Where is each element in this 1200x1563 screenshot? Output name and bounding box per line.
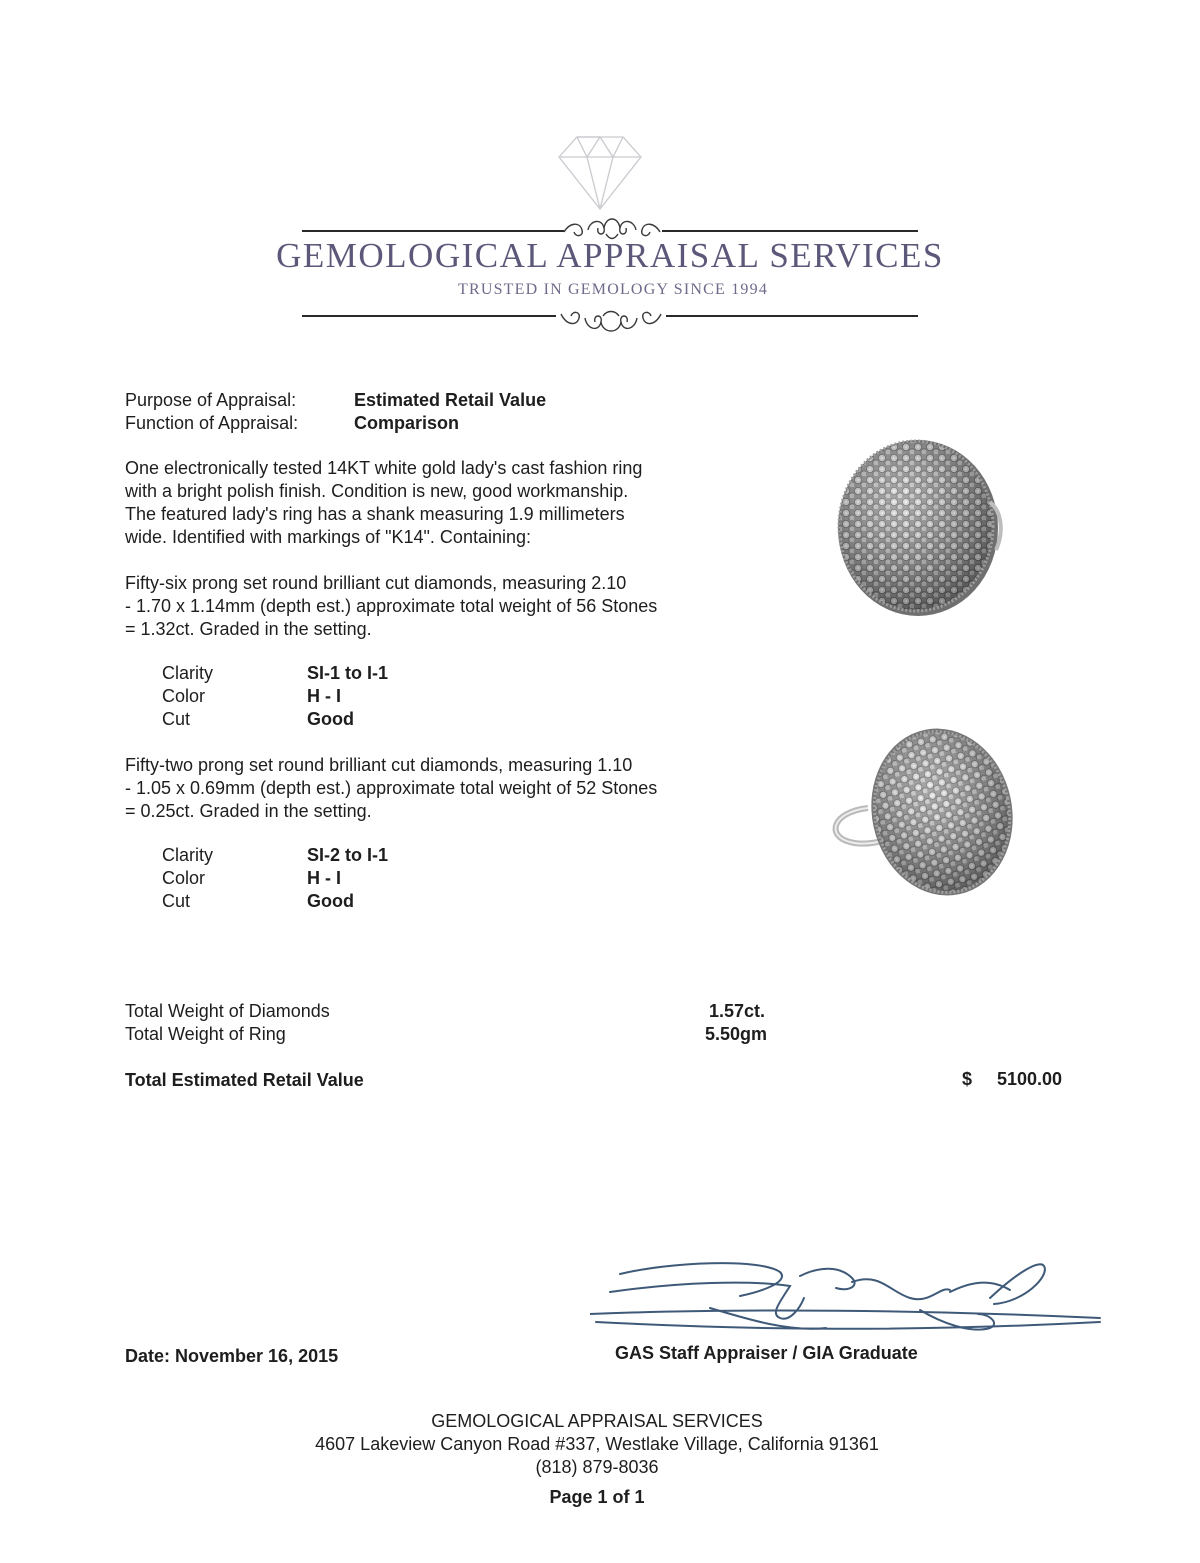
stone-description-line: = 1.32ct. Graded in the setting.	[125, 619, 372, 639]
purpose-value: Estimated Retail Value	[354, 390, 547, 410]
function-label: Function of Appraisal:	[125, 413, 299, 433]
letterhead-rule-top-right	[662, 230, 918, 232]
purpose-label: Purpose of Appraisal:	[125, 390, 297, 410]
page-number: Page 1 of 1	[549, 1487, 645, 1507]
diamond-logo-icon	[555, 133, 645, 211]
stone-description-line: Fifty-six prong set round brilliant cut diamonds, measuring 2.10	[125, 573, 627, 593]
grade-value-cut: Good	[307, 709, 354, 729]
total-diamond-weight-value: 1.57ct.	[709, 1001, 766, 1021]
appraisal-date: Date: November 16, 2015	[125, 1346, 339, 1366]
function-value: Comparison	[354, 413, 460, 433]
grade-label-clarity: Clarity	[162, 845, 214, 865]
company-tagline: TRUSTED IN GEMOLOGY SINCE 1994	[457, 281, 769, 298]
description-line: One electronically tested 14KT white gold lady's cast fashion ring	[125, 458, 643, 478]
grade-value-clarity: SI-2 to I-1	[307, 845, 389, 865]
total-diamond-weight-label: Total Weight of Diamonds	[125, 1001, 330, 1021]
stone-description-line: = 0.25ct. Graded in the setting.	[125, 801, 372, 821]
footer-address: 4607 Lakeview Canyon Road #337, Westlake Village, California 91361	[315, 1434, 879, 1454]
grade-label-cut: Cut	[162, 709, 191, 729]
description-line: wide. Identified with markings of "K14". Containing:	[125, 527, 531, 547]
company-name: GEMOLOGICAL APPRAISAL SERVICES	[276, 236, 944, 275]
stone-description-line: Fifty-two prong set round brilliant cut diamonds, measuring 1.10	[125, 755, 633, 775]
letterhead-rule-top-left	[302, 230, 564, 232]
footer-company: GEMOLOGICAL APPRAISAL SERVICES	[431, 1411, 763, 1431]
retail-value-label: Total Estimated Retail Value	[125, 1070, 364, 1090]
currency-symbol: $	[962, 1069, 973, 1089]
description-line: The featured lady's ring has a shank measuring 1.9 millimeters	[125, 504, 625, 524]
appraiser-title: GAS Staff Appraiser / GIA Graduate	[615, 1343, 918, 1363]
total-ring-weight-value: 5.50gm	[705, 1024, 768, 1044]
ornament-flourish-icon	[555, 304, 667, 336]
stone-description-line: - 1.70 x 1.14mm (depth est.) approximate total weight of 56 Stones	[125, 596, 658, 616]
letterhead-rule-bottom-left	[302, 315, 556, 317]
description-line: with a bright polish finish. Condition is new, good workmanship.	[125, 481, 629, 501]
grade-value-clarity: SI-1 to I-1	[307, 663, 389, 683]
total-ring-weight-label: Total Weight of Ring	[125, 1024, 286, 1044]
ring-photo-top	[830, 432, 1010, 622]
retail-value-amount: 5100.00	[997, 1069, 1063, 1089]
grade-value-color: H - I	[307, 868, 341, 888]
letterhead-rule-bottom-right	[666, 315, 918, 317]
grade-label-clarity: Clarity	[162, 663, 214, 683]
grade-label-cut: Cut	[162, 891, 191, 911]
grade-value-color: H - I	[307, 686, 341, 706]
grade-label-color: Color	[162, 868, 206, 888]
appraiser-signature	[590, 1252, 1110, 1342]
footer-phone: (818) 879-8036	[535, 1457, 659, 1477]
grade-label-color: Color	[162, 686, 206, 706]
ring-photo-bottom	[824, 724, 1014, 904]
stone-description-line: - 1.05 x 0.69mm (depth est.) approximate total weight of 52 Stones	[125, 778, 658, 798]
grade-value-cut: Good	[307, 891, 354, 911]
